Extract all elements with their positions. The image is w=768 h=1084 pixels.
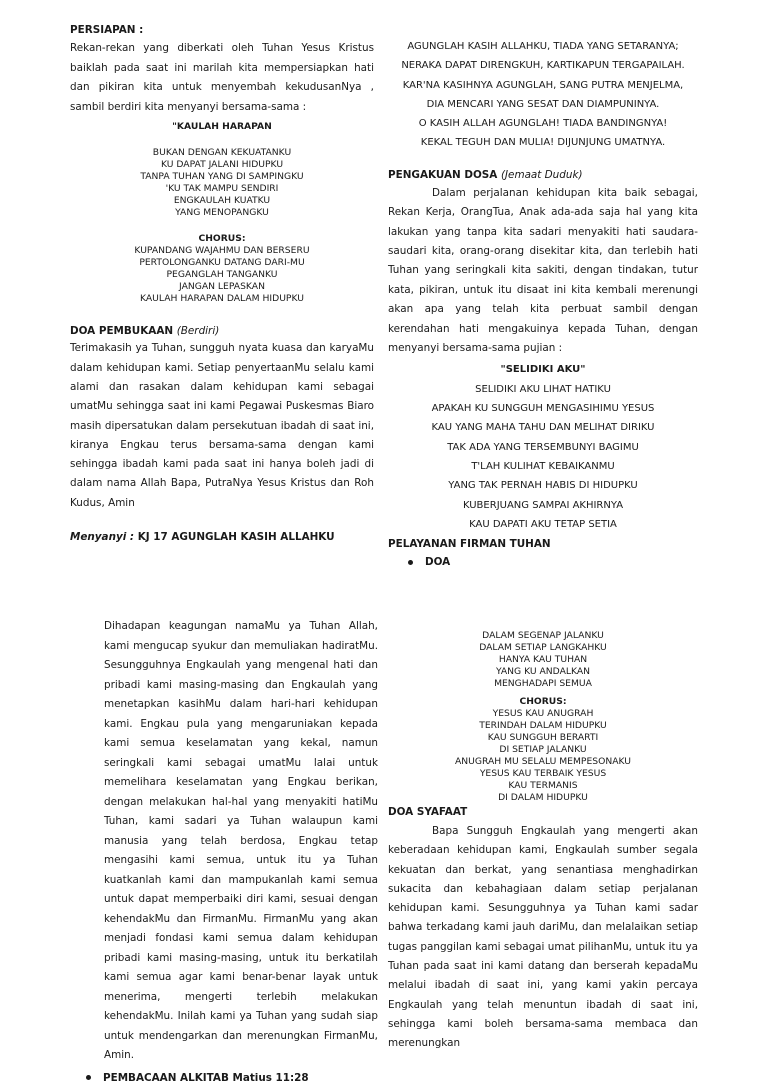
song-line: TANPA TUHAN YANG DI SAMPINGKU [140, 171, 304, 183]
prayer-text: Dihadapan keagungan namaMu ya Tuhan Allah, kami mengucap syukur dan memuliakan hadiratMu. Sesungguhnya Engkaulah yang mengenal hati dan pribadi kami masing-masing dan Engkaulah yang menetapkan kasihMu dalam hari-hari kehidupan kami. Engkau pula yang mengaruniakan kepada kami semua keselamatan yang kekal, namun seringkali kami sebagai umatMu lalai untuk memelihara keselamatan yang Engkau berikan, dengan melakukan hal-hal yang menyakiti hatiMu Tuhan, kami sadari ya Tuhan walaupun kami manusia yang telah berdosa, Engkau tetap mengasihi kami semua, untuk itu ya Tuhan kuatkanlah kami dan mampukanlah kami semua untuk dapat memperbaiki diri kami, sesuai dengan kehendakMu dan FirmanMu. FirmanMu yang akan menjadi fondasi kami semua dalam kehidupan pribadi kami masing-masing, untuk itu berkatilah kami semua agar kami benar-benar layak untuk menerima, mengerti terlebih melakukan kehendakMu. Inilah kami ya Tuhan yang sudah siap untuk mendengarkan dan merenungkan FirmanMu, Amin. [104, 620, 378, 1061]
song-line: KU DAPAT JALANI HIDUPKU [160, 159, 284, 171]
kj17-line: AGUNGLAH KASIH ALLAHKU, TIADA YANG SETARANYA; [407, 41, 679, 52]
chorus-line: TERINDAH DALAM HIDUPKU [479, 720, 607, 731]
menyanyi-title: KJ 17 AGUNGLAH KASIH ALLAHKU [137, 531, 335, 544]
pelayanan-firman-heading: PELAYANAN FIRMAN TUHAN [388, 538, 551, 551]
chorus-label: CHORUS: [519, 696, 567, 707]
song-line: YANG TAK PERNAH HABIS DI HIDUPKU [448, 480, 638, 492]
chorus-line: ANUGRAH MU SELALU MEMPESONAKU [455, 756, 631, 767]
song-line: YANG MENOPANGKU [175, 207, 269, 219]
doa-syafaat-heading: DOA SYAFAAT [388, 806, 468, 818]
song-line: KAU YANG MAHA TAHU DAN MELIHAT DIRIKU [431, 422, 655, 434]
menyanyi-line [70, 531, 374, 543]
pembacaan-bullet-item [82, 1072, 378, 1084]
doa-pembukaan-text: Terimakasih ya Tuhan, sungguh nyata kuasa dan karyaMu dalam kehidupan kami. Setiap penyertaanMu selalu kami alami dan rasakan dalam kehidupan kami sebagai umatMu sehingga saat ini kami Pegawai Puskesmas Biaro masih dipersatukan dalam persekutuan ibadah di saat ini, kiranya Engkau terus bersama-sama dengan kami sehingga ibadah kami pada saat ini hanya boleh jadi di dalam nama Allah Bapa, PutraNya Yesus Kristus dan Roh Kudus, Amin [70, 342, 374, 509]
chorus-line: YESUS KAU TERBAIK YESUS [479, 768, 607, 779]
doa-bullet-item [404, 556, 698, 568]
chorus-line: DI DALAM HIDUPKU [498, 792, 588, 803]
song-line: APAKAH KU SUNGGUH MENGASIHIMU YESUS [431, 403, 655, 415]
song-line: KAU DAPATI AKU TETAP SETIA [469, 518, 617, 530]
song-line: DALAM SEGENAP JALANKU [482, 630, 604, 641]
song-title: "KAULAH HARAPAN [172, 121, 272, 133]
doa-pembukaan-title: DOA PEMBUKAAN [70, 325, 174, 338]
right-bottom-column [388, 630, 698, 1054]
persiapan-heading: PERSIAPAN : [70, 24, 144, 36]
song-line: 'KU TAK MAMPU SENDIRI [165, 183, 279, 195]
song-line: ENGKAULAH KUATKU [173, 195, 271, 207]
doa-pembukaan-note: (Berdiri) [176, 325, 220, 338]
song-line: HANYA KAU TUHAN [498, 654, 588, 665]
persiapan-text: Rekan-rekan yang diberkati oleh Tuhan Yesus Kristus baiklah pada saat ini marilah kita mempersiapkan hati dan pikiran kita untuk menyembah kekudusanNya , sambil berdiri kita menyanyi bersama-sama : [70, 42, 374, 113]
chorus-line: YESUS KAU ANUGRAH [492, 708, 594, 719]
pengakuan-dosa-heading [388, 169, 698, 181]
pembacaan-bullet-label: PEMBACAAN ALKITAB Matius 11:28 [103, 1071, 309, 1084]
doa-syafaat-text: Bapa Sungguh Engkaulah yang mengerti akan keberadaan kehidupan kami, Engkaulah sumber segala kekuatan dan berkat, yang senantiasa menghadirkan sukacita dan kebahagiaan dalam setiap perjalanan kehidupan kami. Sesungguhnya ya Tuhan kami sadar bahwa terkadang kami jauh dariMu, dan melalaikan setiap tugas panggilan kami sebagai umat pilihanMu, untuk itu ya Tuhan pada saat ini kami datang dan berserah kepadaMu melalui ibadah di saat ini, yang kami yakin percaya Engkaulah yang telah menuntun ibadah di saat ini, sehingga kami boleh bersama-sama membaca dan merenungkan [388, 825, 698, 1050]
kj17-line: DIA MENCARI YANG SESAT DAN DIAMPUNINYA. [426, 98, 660, 110]
song-dalam-segenap-jalanku [388, 630, 698, 804]
kj17-line: NERAKA DAPAT DIRENGKUH, KARTIKAPUN TERGAPAILAH. [401, 60, 685, 72]
chorus-line: PERTOLONGANKU DATANG DARI-MU [139, 257, 305, 269]
pengakuan-dosa-note: (Jemaat Duduk) [500, 168, 583, 181]
chorus-line: KAU TERMANIS [508, 780, 578, 791]
chorus-line: KAULAH HARAPAN DALAM HIDUPKU [140, 293, 304, 305]
chorus-line: KAU SUNGGUH BERARTI [487, 732, 599, 743]
doa-bullet-label: DOA [425, 556, 451, 569]
chorus-line: KUPANDANG WAJAHMU DAN BERSERU [134, 245, 310, 257]
bullet-icon [86, 1075, 91, 1080]
song-line: TAK ADA YANG TERSEMBUNYI BAGIMU [447, 441, 639, 453]
kj17-line: KEKAL TEGUH DAN MULIA! DIJUNJUNG UMATNYA. [420, 137, 666, 149]
song-line: MENGHADAPI SEMUA [494, 678, 592, 689]
pengakuan-dosa-text: Dalam perjalanan kehidupan kita baik sebagai, Rekan Kerja, OrangTua, Anak ada-ada saja hal yang kita lakukan yang tanpa kita sadari menyakiti hati saudara-saudari kita, orang-orang disekitar kita, dan terlebih hati Tuhan yang seringkali kita sakiti, dengan tindakan, tutur kata, pikiran, untuk itu disaat ini kita kembali merenungi akan apa yang telah kita perbuat sambil dengan kerendahan hati mengakuinya kepada Tuhan, dengan menyanyi bersama-sama pujian : [388, 186, 698, 355]
chorus-line: DI SETIAP JALANKU [499, 744, 587, 755]
song-line: DALAM SETIAP LANGKAHKU [479, 642, 607, 653]
song-line: BUKAN DENGAN KEKUATANKU [152, 147, 292, 159]
song-line: YANG KU ANDALKAN [495, 666, 590, 677]
pengakuan-dosa-title: PENGAKUAN DOSA [388, 168, 498, 181]
left-top-column [70, 24, 374, 543]
chorus-label: CHORUS: [198, 233, 246, 245]
kj17-lyrics [388, 37, 698, 153]
bullet-icon [408, 560, 413, 565]
song-selidiki-aku [388, 360, 698, 534]
chorus-line: PEGANGLAH TANGANKU [166, 269, 278, 281]
left-bottom-column [104, 617, 378, 1084]
song-line: SELIDIKI AKU LIHAT HATIKU [475, 383, 611, 395]
song-kaulah-harapan [70, 121, 374, 305]
song-line: T'LAH KULIHAT KEBAIKANMU [471, 460, 615, 472]
song-line: KUBERJUANG SAMPAI AKHIRNYA [462, 499, 624, 511]
kj17-line: KAR'NA KASIHNYA AGUNGLAH, SANG PUTRA MENJELMA, [402, 79, 684, 91]
doa-pembukaan-heading [70, 325, 374, 337]
right-top-column [388, 37, 698, 568]
menyanyi-label: Menyanyi : [70, 531, 135, 544]
chorus-line: JANGAN LEPASKAN [179, 281, 265, 293]
kj17-line: O KASIH ALLAH AGUNGLAH! TIADA BANDINGNYA! [418, 118, 668, 130]
song-title: "SELIDIKI AKU" [500, 364, 586, 376]
